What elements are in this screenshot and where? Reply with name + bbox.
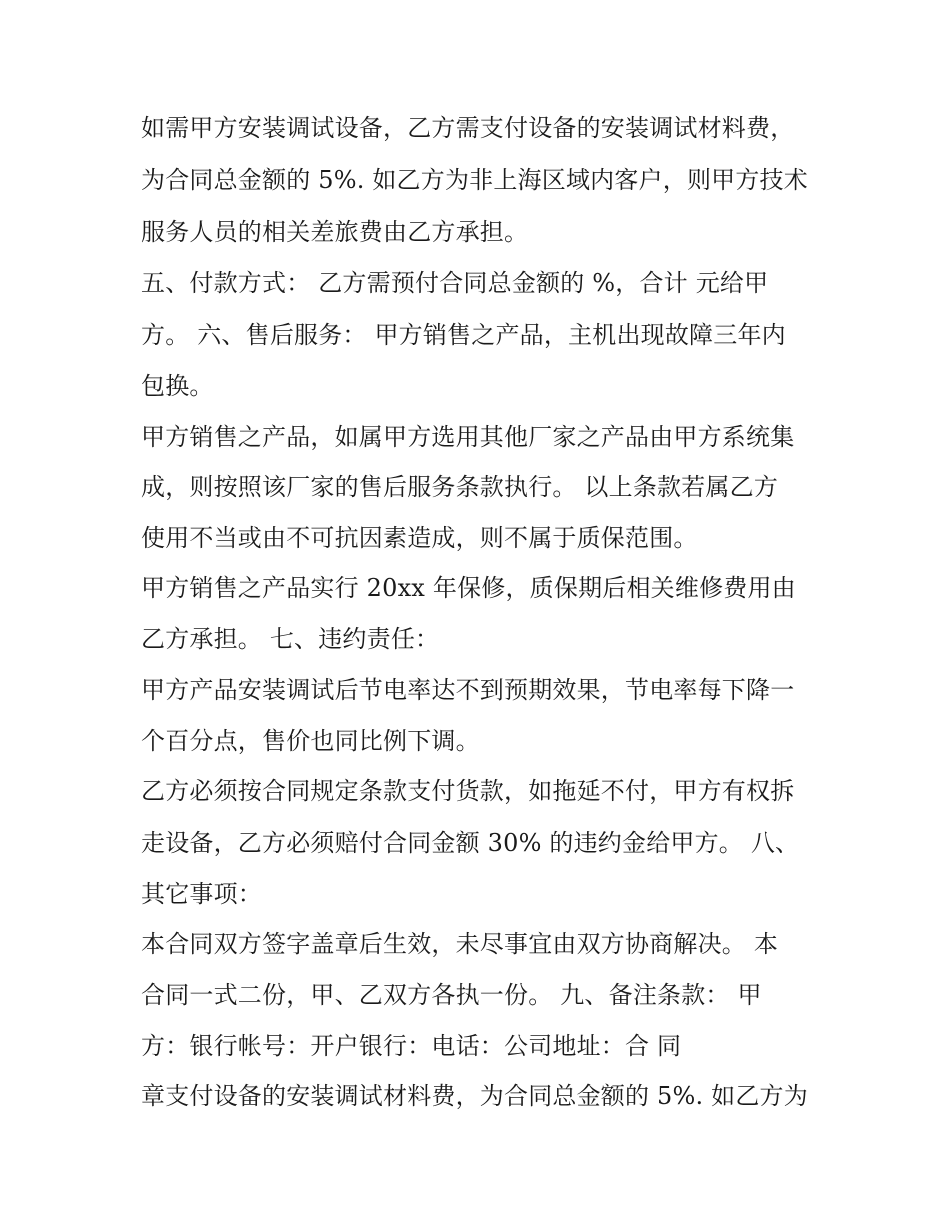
text-line: 个百分点，售价也同比例下调。 — [141, 727, 480, 755]
text-line: 章支付设备的安装调试材料费，为合同总金额的 5%. 如乙方为 — [141, 1082, 808, 1110]
text-line: 本合同双方签字盖章后生效，未尽事宜由双方协商解决。 本 — [141, 930, 779, 958]
text-line: 其它事项： — [141, 880, 262, 908]
text-line: 方：银行帐号：开户银行：电话：公司地址：合 同 — [141, 1032, 682, 1060]
text-line: 甲方销售之产品实行 20xx 年保修，质保期后相关维修费用由 — [141, 574, 796, 602]
text-line: 成，则按照该厂家的售后服务条款执行。 以上条款若属乙方 — [141, 473, 779, 501]
text-line: 五、付款方式： 乙方需预付合同总金额的 %，合计 元给甲 — [141, 269, 769, 297]
text-line: 为合同总金额的 5%. 如乙方为非上海区域内客户，则甲方技术 — [141, 166, 808, 194]
text-line: 服务人员的相关差旅费由乙方承担。 — [141, 218, 529, 246]
text-line: 乙方承担。 七、违约责任： — [141, 625, 440, 653]
text-line: 乙方必须按合同规定条款支付货款，如拖延不付，甲方有权拆 — [141, 777, 795, 805]
text-line: 合同一式二份，甲、乙双方各执一份。 九、备注条款： 甲 — [141, 981, 762, 1009]
text-line: 走设备，乙方必须赔付合同金额 30% 的违约金给甲方。 八、 — [141, 829, 800, 857]
text-line: 甲方产品安装调试后节电率达不到预期效果，节电率每下降一 — [141, 676, 795, 704]
text-line: 使用不当或由不可抗因素造成，则不属于质保范围。 — [141, 524, 698, 552]
text-line: 甲方销售之产品，如属甲方选用其他厂家之产品由甲方系统集 — [141, 423, 795, 451]
text-line: 方。 六、售后服务： 甲方销售之产品，主机出现故障三年内 — [141, 321, 786, 349]
text-line: 包换。 — [141, 372, 214, 400]
text-line: 如需甲方安装调试设备，乙方需支付设备的安装调试材料费， — [141, 114, 795, 142]
